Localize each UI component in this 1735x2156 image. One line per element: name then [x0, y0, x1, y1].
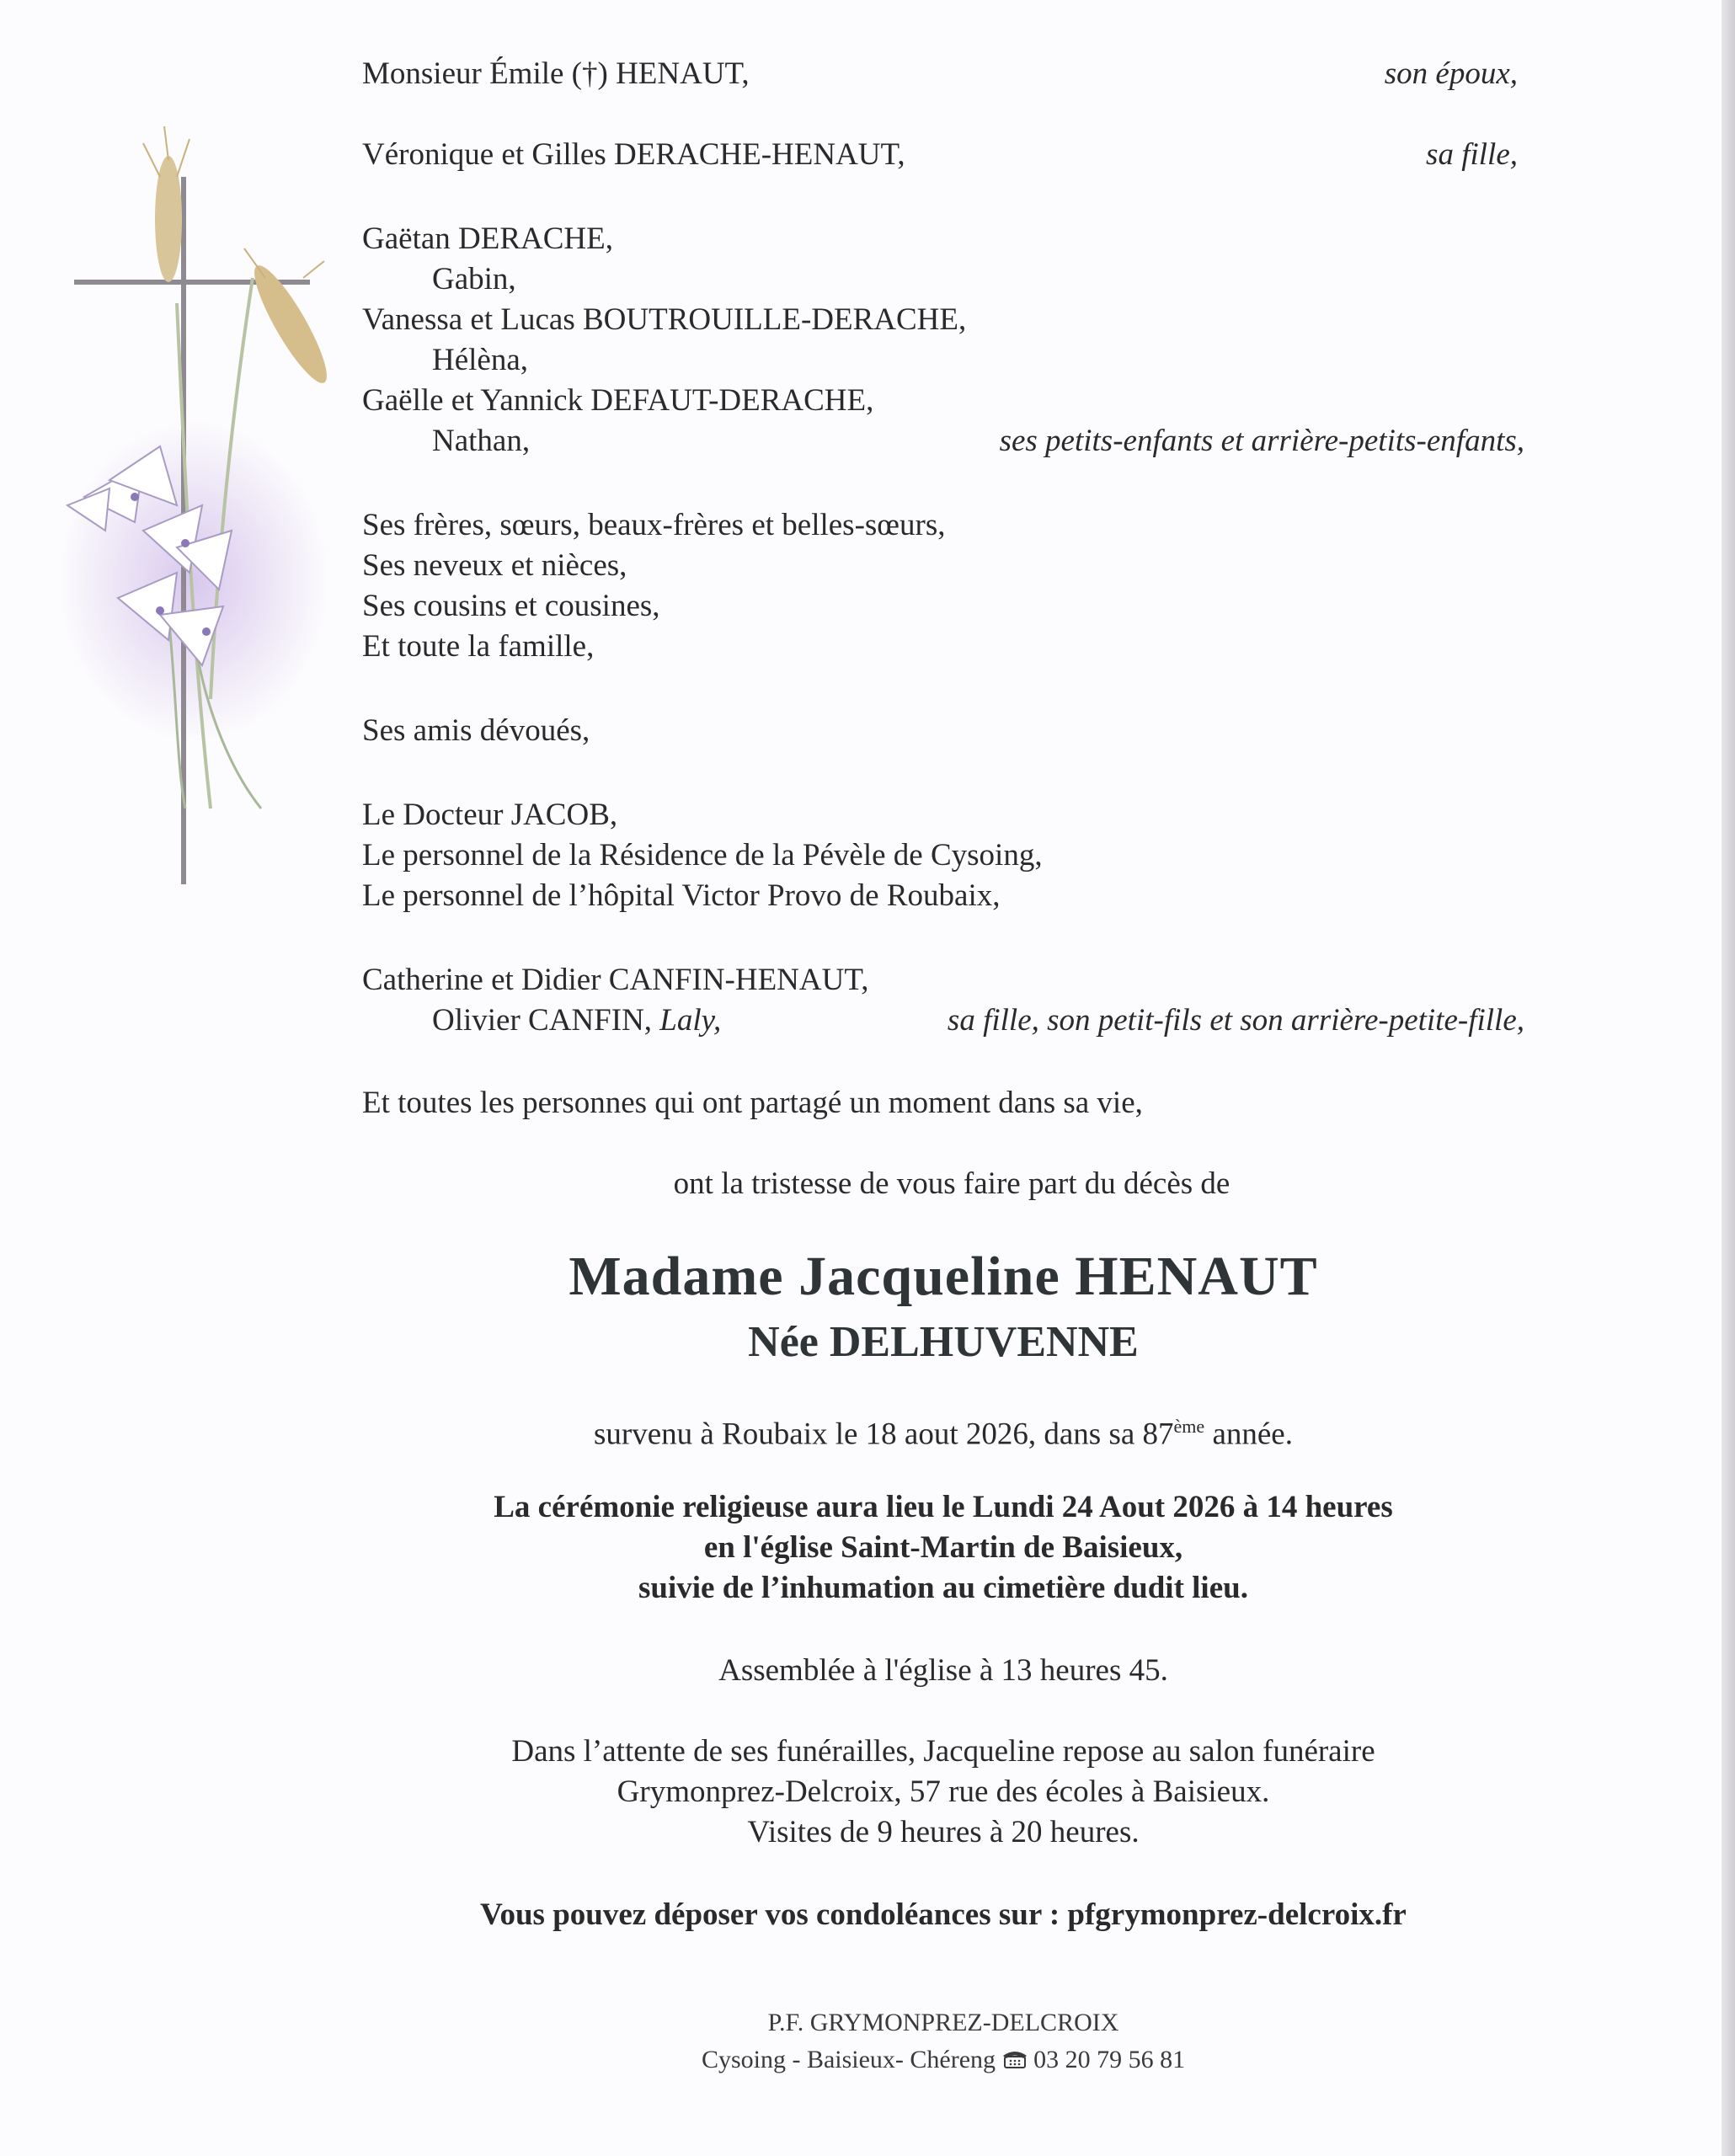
condolences-line: Vous pouvez déposer vos condoléances sur : pfgrymonprez-delcroix.fr — [480, 1897, 1407, 1932]
grandchild-line: Gabin, — [432, 262, 516, 296]
wake-line: Visites de 9 heures à 20 heures. — [747, 1815, 1140, 1849]
grandchild-line: Hélèna, — [432, 343, 529, 377]
grandchild-line: Gaëlle et Yannick DEFAUT-DERACHE, — [362, 383, 874, 418]
relatives-line: Et toute la famille, — [362, 629, 595, 664]
role-canfin: sa fille, son petit-fils et son arrière-petite-fille, — [947, 1003, 1524, 1038]
death-notice — [362, 1406, 1524, 1454]
footer-company: P.F. GRYMONPREZ-DELCROIX — [767, 2009, 1119, 2036]
grandchild-line: Nathan, — [432, 424, 531, 458]
ceremony-line: en l'église Saint-Martin de Baisieux, — [703, 1530, 1183, 1565]
announcement-intro: ont la tristesse de vous faire part du décès de — [673, 1166, 1231, 1201]
wake-line: Grymonprez-Delcroix, 57 rue des écoles à Baisieux. — [617, 1774, 1270, 1809]
family-line-daughter: Véronique et Gilles DERACHE-HENAUT, — [362, 137, 905, 172]
relatives-line: Ses frères, sœurs, beaux-frères et belles-sœurs, — [362, 508, 946, 542]
relatives-line: Ses cousins et cousines, — [362, 589, 660, 623]
wake-line: Dans l’attente de ses funérailles, Jacqueline repose au salon funéraire — [511, 1734, 1375, 1769]
death-text-end: année. — [1204, 1417, 1293, 1452]
relatives-line: Ses neveux et nièces, — [362, 548, 627, 583]
friends-line: Ses amis dévoués, — [362, 713, 590, 748]
page-edge — [1722, 0, 1735, 2156]
canfin-line: Catherine et Didier CANFIN-HENAUT, — [362, 963, 869, 997]
caregivers-line: Le Docteur JACOB, — [362, 798, 618, 832]
footer-locations: Cysoing - Baisieux- Chéreng — [701, 2046, 996, 2073]
canfin-italic: Laly, — [659, 1003, 722, 1038]
deceased-name: Madame Jacqueline HENAUT — [569, 1246, 1318, 1307]
ordinal-suffix: ème — [1173, 1416, 1205, 1437]
everyone-line: Et toutes les personnes qui ont partagé un moment dans sa vie, — [362, 1086, 1143, 1120]
death-text: survenu à Roubaix le 18 aout 2026, dans sa 87 — [594, 1417, 1174, 1452]
ceremony-line: suivie de l’inhumation au cimetière dudit lieu. — [638, 1571, 1248, 1605]
cross-flowers-illustration — [51, 109, 337, 910]
caregivers-line: Le personnel de la Résidence de la Pévèle de Cysoing, — [362, 838, 1043, 873]
caregivers-line: Le personnel de l’hôpital Victor Provo de Roubaix, — [362, 878, 1001, 913]
canfin-name: Olivier CANFIN, — [432, 1003, 660, 1038]
assembly-line: Assemblée à l'église à 13 heures 45. — [718, 1653, 1168, 1688]
footer-contact — [362, 2041, 1524, 2079]
role-grandchildren: ses petits-enfants et arrière-petits-enfants, — [999, 424, 1524, 458]
role-daughter: sa fille, — [1426, 137, 1518, 172]
grandchild-line: Gaëtan DERACHE, — [362, 221, 613, 256]
footer-phone: 03 20 79 56 81 — [1033, 2046, 1186, 2073]
grandchild-line: Vanessa et Lucas BOUTROUILLE-DERACHE, — [362, 302, 967, 337]
ceremony-line: La cérémonie religieuse aura lieu le Lundi 24 Aout 2026 à 14 heures — [494, 1490, 1393, 1524]
role-husband: son époux, — [1384, 56, 1518, 91]
telephone-icon — [1002, 2049, 1028, 2069]
family-line-husband: Monsieur Émile (†) HENAUT, — [362, 56, 750, 91]
canfin-line-2 — [432, 1001, 721, 1041]
maiden-name: Née DELHUVENNE — [748, 1318, 1139, 1366]
